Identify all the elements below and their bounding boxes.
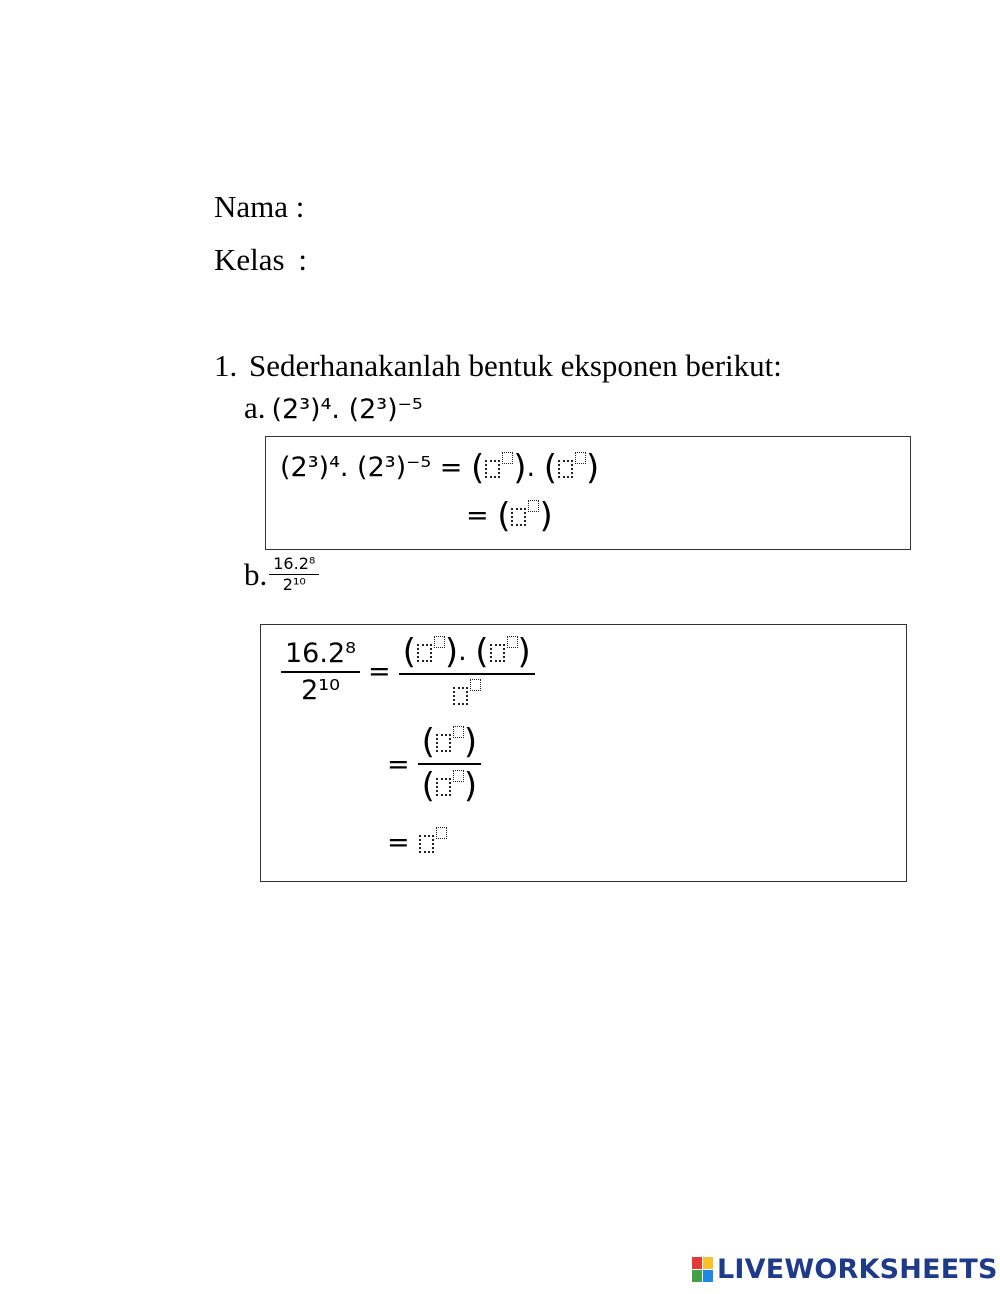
kelas-field	[214, 244, 307, 275]
part-b-step-1-fraction: ( ). ( )	[399, 635, 535, 708]
question-number: 1.	[214, 348, 238, 383]
nama-colon: :	[295, 189, 305, 224]
part-b-box-denominator: 2¹⁰	[301, 674, 340, 706]
question-1	[214, 350, 782, 381]
kelas-colon: :	[298, 242, 307, 277]
base-input[interactable]	[511, 508, 526, 526]
part-a-box-lhs: (2³)⁴. (2³)⁻⁵	[280, 452, 432, 483]
kelas-label: Kelas	[214, 242, 285, 277]
part-b-box-numerator: 16.2⁸	[285, 637, 356, 669]
base-input[interactable]	[453, 687, 468, 705]
part-a-heading	[244, 392, 423, 423]
liveworksheets-logo-text: LIVEWORKSHEETS	[717, 1254, 998, 1285]
part-b-label: b.	[244, 557, 268, 592]
part-a-answer-box	[265, 436, 911, 550]
part-a-line-2: = ( )	[466, 496, 553, 536]
part-b-box-fraction	[281, 637, 360, 706]
nama-field	[214, 191, 304, 222]
exponent-input[interactable]	[507, 636, 518, 648]
part-b-line-3: =	[387, 827, 447, 856]
part-b-line-1: $\frac{\text{16.2⁸}}{\text{2¹⁰}}$ = ( ). ( )	[281, 635, 535, 708]
base-input[interactable]	[419, 835, 434, 853]
question-instruction: Sederhanakanlah bentuk eksponen berikut:	[249, 348, 782, 383]
part-b-denominator: 2¹⁰	[282, 575, 306, 594]
exponent-input[interactable]	[436, 827, 447, 839]
part-b-numerator: 16.2⁸	[273, 554, 316, 573]
base-input[interactable]	[558, 460, 573, 478]
part-b-fraction	[269, 556, 319, 593]
part-a-label: a.	[244, 390, 266, 425]
base-input[interactable]	[436, 778, 451, 796]
exponent-input[interactable]	[453, 726, 464, 738]
part-b-heading	[244, 556, 319, 593]
liveworksheets-logo-icon	[692, 1257, 713, 1282]
part-a-line-1: (2³)⁴. (2³)⁻⁵ = ( ). ( )	[280, 448, 600, 488]
part-b-answer-box	[260, 624, 907, 882]
exponent-input[interactable]	[575, 452, 586, 464]
base-input[interactable]	[490, 644, 505, 662]
part-a-expression: (2³)⁴. (2³)⁻⁵	[271, 394, 423, 425]
exponent-input[interactable]	[453, 770, 464, 782]
part-b-line-2: = $\frac{( )}{( )}$	[387, 725, 481, 803]
exponent-input[interactable]	[528, 500, 539, 512]
nama-label: Nama	[214, 189, 289, 224]
liveworksheets-logo	[692, 1254, 998, 1285]
base-input[interactable]	[436, 734, 451, 752]
base-input[interactable]	[485, 460, 500, 478]
exponent-input[interactable]	[470, 679, 481, 691]
exponent-input[interactable]	[502, 452, 513, 464]
exponent-input[interactable]	[434, 636, 445, 648]
part-b-step-2-fraction: $\frac{( )}{( )}$	[418, 725, 482, 803]
base-input[interactable]	[417, 644, 432, 662]
